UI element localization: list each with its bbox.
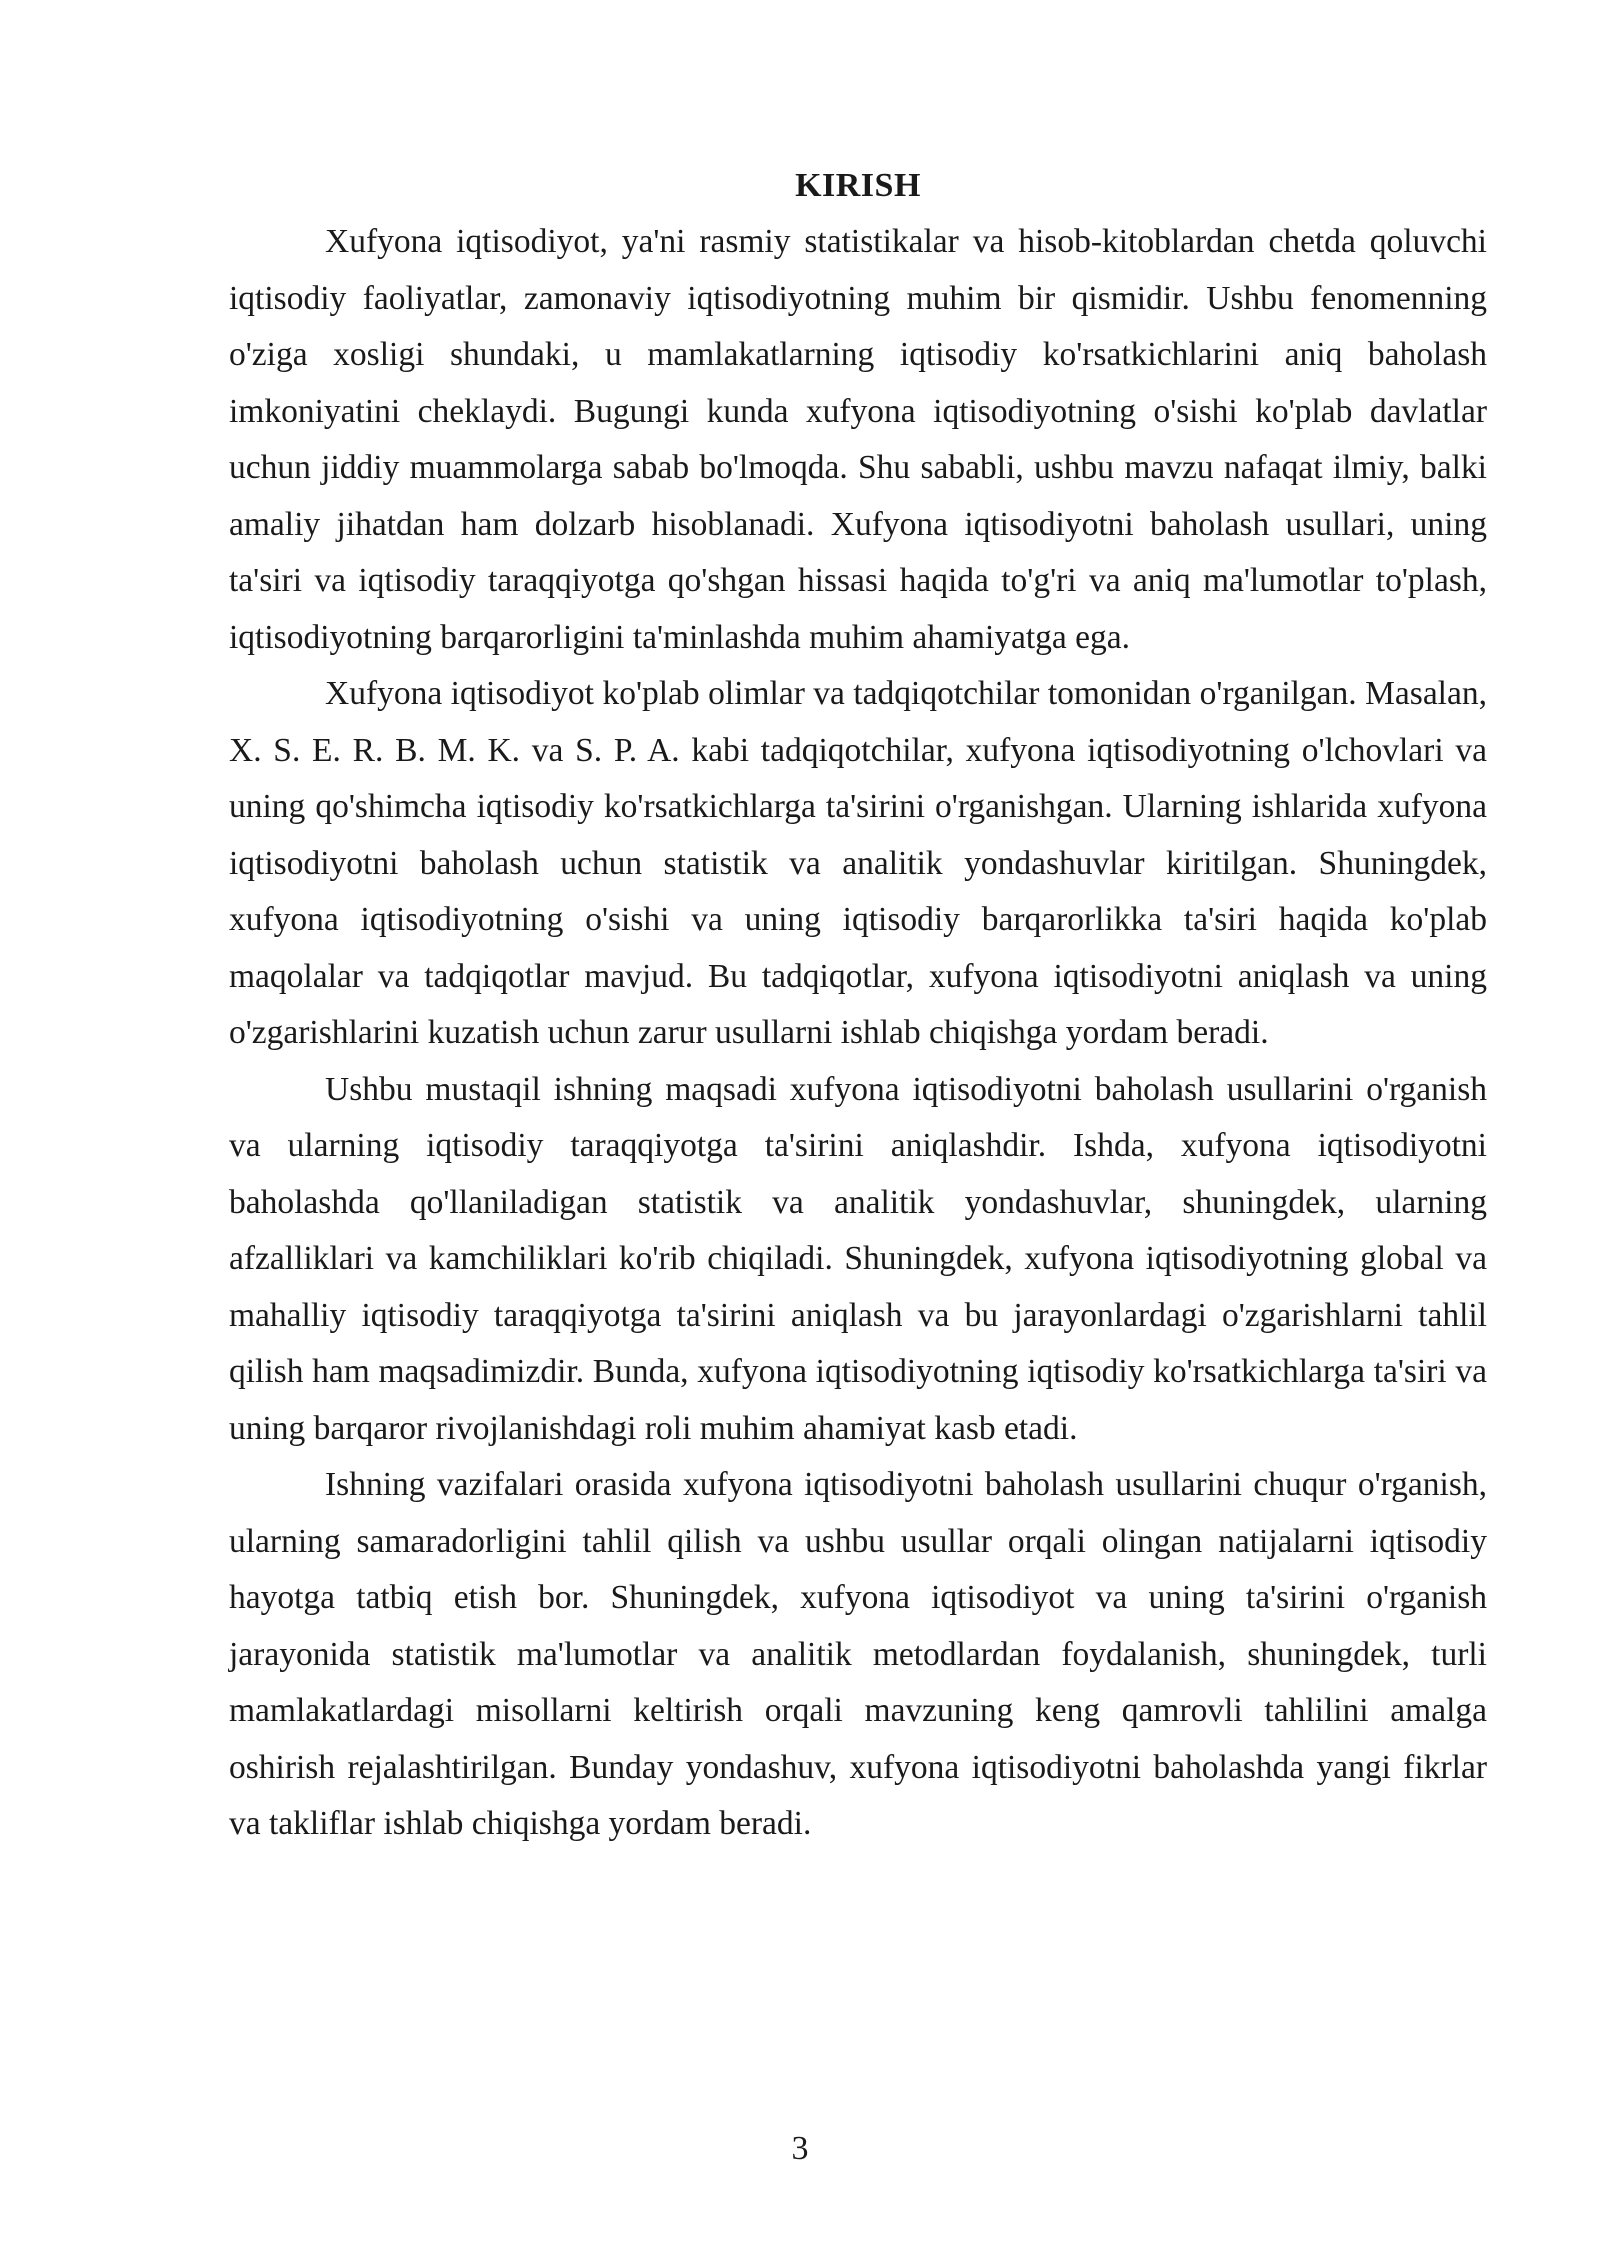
paragraph-3: Ushbu mustaqil ishning maqsadi xufyona iqtisodiyotni baholash usullarini o'rganish va ularning iqtisodiy taraqqiyotga ta'sirini aniqlashdir. Ishda, xufyona iqtisodiyotni baholashda qo'llaniladigan statistik va analitik yondashuvlar, shuningdek, ularning afzalliklari va kamchiliklari ko'rib chiqiladi. Shuningdek, xufyona iqtisodiyotning global va mahalliy iqtisodiy taraqqiyotga ta'sirini aniqlash va bu jarayonlardagi o'zgarishlarni tahlil qilish ham maqsadimizdir. Bunda, xufyona iqtisodiyotning iqtisodiy ko'rsatkichlarga ta'siri va uning barqaror rivojlanishdagi roli muhim ahamiyat kasb etadi.: [229, 1070, 1487, 1447]
page-number: 3: [791, 2130, 809, 2167]
paragraph-4: Ishning vazifalari orasida xufyona iqtisodiyotni baholash usullarini chuqur o'rganish, ularning samaradorligini tahlil qilish va ushbu usullar orqali olingan natijalarni iqtisodiy hayotga tatbiq etish bor. Shuningdek, xufyona iqtisodiyot va uning ta'sirini o'rganish jarayonida statistik ma'lumotlar va analitik metodlardan foydalanish, shuningdek, turli mamlakatlardagi misollarni keltirish orqali mavzuning keng qamrovli tahlilini amalga oshirish rejalashtirilgan. Bunday yondashuv, xufyona iqtisodiyotni baholashda yangi fikrlar va takliflar ishlab chiqishga yordam beradi.: [229, 1466, 1487, 1842]
paragraph-2: Xufyona iqtisodiyot ko'plab olimlar va tadqiqotchilar tomonidan o'rganilgan. Masalan, X. S. E. R. B. M. K. va S. P. A. kabi tadqiqotchilar, xufyona iqtisodiyotning o'lchovlari va uning qo'shimcha iqtisodiy ko'rsatkichlarga ta'sirini o'rganishgan. Ularning ishlarida xufyona iqtisodiyotni baholash uchun statistik va analitik yondashuvlar kiritilgan. Shuningdek, xufyona iqtisodiyotning o'sishi va uning iqtisodiy barqarorlikka ta'siri haqida ko'plab maqolalar va tadqiqotlar mavjud. Bu tadqiqotlar, xufyona iqtisodiyotni aniqlash va uning o'zgarishlarini kuzatish uchun zarur usullarni ishlab chiqishga yordam beradi.: [229, 675, 1487, 1051]
page-content: [229, 158, 1487, 1853]
paragraph-1: Xufyona iqtisodiyot, ya'ni rasmiy statistikalar va hisob-kitoblardan chetda qoluvchi iqtisodiy faoliyatlar, zamonaviy iqtisodiyotning muhim bir qismidir. Ushbu fenomenning o'ziga xosligi shundaki, u mamlakatlarning iqtisodiy ko'rsatkichlarini aniq baholash imkoniyatini cheklaydi. Bugungi kunda xufyona iqtisodiyotning o'sishi ko'plab davlatlar uchun jiddiy muammolarga sabab bo'lmoqda. Shu sababli, ushbu mavzu nafaqat ilmiy, balki amaliy jihatdan ham dolzarb hisoblanadi. Xufyona iqtisodiyotni baholash usullari, uning ta'siri va iqtisodiy taraqqiyotga qo'shgan hissasi haqida to'g'ri va aniq ma'lumotlar to'plash, iqtisodiyotning barqarorligini ta'minlashda muhim ahamiyatga ega.: [229, 223, 1487, 656]
section-title: KIRISH: [795, 167, 921, 204]
